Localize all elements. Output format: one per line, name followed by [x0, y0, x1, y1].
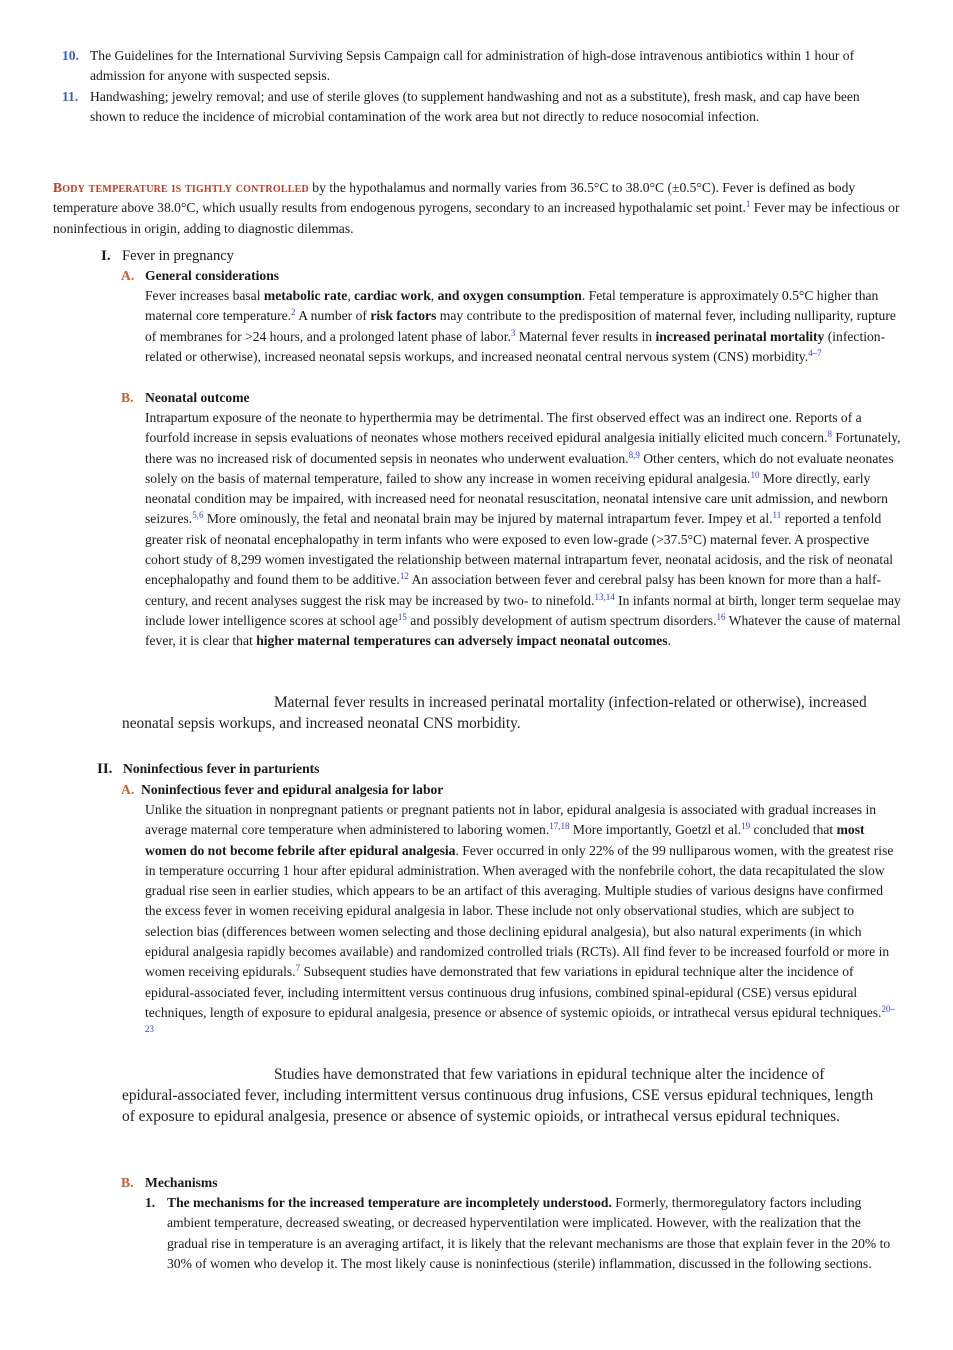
subsection-letter: A. — [121, 782, 135, 797]
neonatal-outcome-paragraph: Intrapartum exposure of the neonate to hyperthermia may be detrimental. The first observed effect was an indirect one. Reports of a fourfold increase in sepsis evaluations of neonates whose mothers received epidural analgesia initially elicited much concern.$^8$ Fortunately, there was no increased risk of documented sepsis in neonates who underwent evaluation.$^{8,9}$ Other centers, which do not evaluate neonates solely on the basis of maternal temperature, failed to show any increase in women receiving epidural analgesia.$^{10}$ More directly, early neonatal condition may be impaired, with increased need for neonatal resuscitation, neonatal intensive care unit admission, and newborn seizures.$^{5,6}$ More ominously, the fetal and neonatal brain may be injured by maternal intrapartum fever. Impey et al.$^{11}$ reported a tenfold greater risk of neonatal encephalopathy in term infants who were exposed to even low-grade (>37.5°C) maternal fever. A prospective cohort study of 8,299 women investigated the relationship between maternal intrapartum fever, neonatal acidosis, and the risk of neonatal encephalopathy and found them to be additive.$^{12}$ An association between fever and cerebral palsy has been known for more than a half-century, and recent analyses suggest the risk may be increased by two- to ninefold.$^{13,14}$ In infants normal at birth, longer term sequelae may include lower intelligence scores at school age$^{15}$ and possibly development of autism spectrum disorders.$^{16}$ Whatever the cause of maternal fever, it is clear that higher maternal temperatures can adversely impact neonatal outcomes. — [145, 410, 901, 649]
item-number: 11. — [62, 89, 79, 104]
citation: 1 — [745, 199, 751, 210]
section-heading — [97, 759, 897, 779]
item-text: The Guidelines for the International Surviving Sepsis Campaign call for administration of high-dose intravenous antibiotics within 1 hour of admission for anyone with suspected sepsis. — [90, 48, 855, 84]
subsection-letter: B. — [121, 390, 134, 405]
item-number: 1. — [145, 1195, 156, 1210]
citation: 8,9 — [628, 449, 640, 460]
subsection-heading — [121, 388, 901, 408]
subsection-title: Neonatal outcome — [145, 390, 250, 405]
subsection-title: Noninfectious fever and epidural analgesia for labor — [141, 782, 444, 797]
general-considerations-paragraph: Fever increases basal metabolic rate, cardiac work, and oxygen consumption. Fetal temperature is approximately 0.5°C higher than maternal core temperature.$^2$ A number of risk factors may contribute to the predisposition of maternal fever, including nulliparity, rupture of membranes for >24 hours, and a prolonged latent phase of labor.$^3$ Maternal fever results in increased perinatal mortality (infection-related or otherwise), increased neonatal sepsis workups, and increased neonatal central nervous system (CNS) morbidity.$^{4-7}$ — [145, 288, 896, 364]
section-number: I. — [101, 248, 111, 264]
intro-paragraph — [53, 178, 901, 239]
section-heading — [101, 246, 901, 266]
citation: 5,6 — [192, 510, 204, 521]
subsection-letter: B. — [121, 1175, 134, 1190]
citation: 3 — [510, 327, 516, 338]
citation: 7 — [295, 963, 301, 974]
item-number: 10. — [62, 48, 79, 63]
intro-text: by the hypothalamus and normally varies from 36.5°C to 38.0°C (±0.5°C). Fever is defined as body temperature above 38.0°C, which usually results from endogenous pyrogens, secondary to an increased hypothalamic set point. — [53, 180, 856, 216]
section-number: II. — [97, 761, 113, 777]
epidural-fever-paragraph: Unlike the situation in nonpregnant patients or pregnant patients not in labor, epidural analgesia is associated with gradual increases in average maternal core temperature when administered to laboring women.$^{17,18}$ More importantly, Goetzl et al.$^{19}$ concluded that most women do not become febrile after epidural analgesia. Fever occurred in only 22% of the 99 nulliparous women, with the greatest rise in temperature occurring 1 hour after epidural administration. When averaged with the nonfebrile cohort, the data recapitulated the slow gradual rise seen in earlier studies, which appears to be an artifact of this averaging. Multiple studies of various designs have confirmed the excess fever in women receiving epidural analgesia in labor. These include not only observational studies, which are subject to selection bias (differences between women selecting and those declining epidural analgesia), but also natural experiments (in which epidural analgesia rapidly becomes available) and randomized controlled trials (RCTs). All find fever to be increased fourfold or more in women receiving epidurals.$^7$ Subsequent studies have demonstrated that few variations in epidural technique alter the incidence of epidural-associated fever, including intermittent versus continuous drug infusions, combined spinal-epidural (CSE) versus epidural techniques, length of exposure to epidural analgesia, presence or absence of systemic opioids, or intrathecal versus epidural techniques.$^{20-23}$ — [145, 802, 895, 1035]
citation: 10 — [750, 469, 760, 480]
section-title: Fever in pregnancy — [122, 248, 234, 264]
item-text: The mechanisms for the increased temperature are incompletely understood. Formerly, thermoregulatory factors including ambient temperature, decreased sweating, or decreased hyperventilation were implicated. However, with the realization that the gradual rise in temperature is an averaging artifact, it is likely that the relevant mechanisms are those that explain fever in the 20% to 30% of women who develop it. The most likely cause is noninfectious (sterile) inflammation, discussed in the following sections. — [167, 1195, 891, 1271]
lead-in-heading: Body temperature is tightly controlled — [53, 180, 309, 195]
list-item-11 — [62, 87, 892, 128]
subsection-letter: A. — [121, 268, 135, 283]
citation: 2 — [291, 307, 296, 318]
list-item-10 — [62, 46, 892, 87]
citation: 4–7 — [808, 347, 822, 358]
subsection-heading — [121, 1173, 901, 1193]
citation: 19 — [741, 821, 751, 832]
citation: 15 — [397, 611, 407, 622]
citation: 17,18 — [549, 821, 570, 832]
subsection-title: General considerations — [145, 268, 280, 283]
section-title: Noninfectious fever in parturients — [123, 761, 320, 776]
citation: 20–23 — [145, 1003, 895, 1035]
citation: 8 — [827, 429, 832, 440]
subsection-heading — [121, 266, 901, 286]
intro-text: Fever may be infectious or noninfectious in origin, adding to diagnostic dilemmas. — [53, 200, 900, 236]
pull-quote: Maternal fever results in increased perinatal mortality (infection-related or otherwise), increased neonatal sepsis workups, and increased neonatal CNS morbidity. — [122, 694, 867, 732]
mechanisms-item-1 — [145, 1193, 901, 1274]
citation: 13,14 — [594, 591, 615, 602]
citation: 12 — [399, 571, 409, 582]
item-text: Handwashing; jewelry removal; and use of sterile gloves (to supplement handwashing and not as a substitute), fresh mask, and cap have been shown to reduce the incidence of microbial contamination of the work area but not directly to reduce nosocomial infection. — [90, 89, 860, 125]
subsection-heading — [121, 780, 901, 800]
pull-quote: Studies have demonstrated that few variations in epidural technique alter the incidence of epidural-associated fever, including intermittent versus continuous drug infusions, CSE versus epidural techniques, length of exposure to epidural analgesia, presence or absence of systemic opioids, or intrathecal versus epidural techniques. — [122, 1066, 874, 1125]
citation: 16 — [716, 611, 726, 622]
subsection-title: Mechanisms — [145, 1175, 218, 1190]
citation: 11 — [772, 510, 782, 521]
